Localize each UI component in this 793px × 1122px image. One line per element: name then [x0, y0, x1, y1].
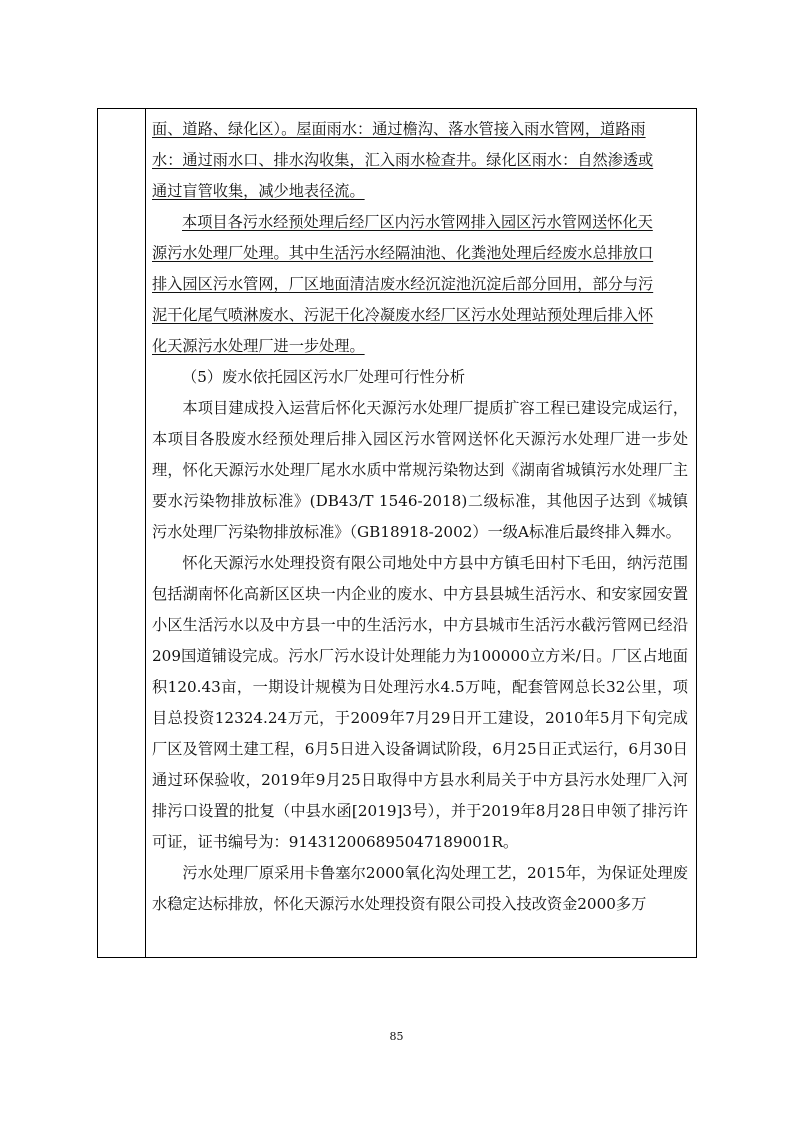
page-number: 85 — [389, 1030, 404, 1043]
table-content-cell — [152, 114, 688, 920]
table-column-divider — [145, 108, 146, 958]
wastewater-routing-paragraph — [152, 207, 688, 362]
text-line: 水：通过雨水口、排水沟收集，汇入雨水检查井。绿化区雨水：自然渗透或 — [152, 151, 654, 169]
text-line: 排入园区污水管网，厂区地面清洁废水经沉淀池沉淀后部分回用，部分与污 — [152, 275, 654, 293]
text-line: 源污水处理厂处理。其中生活污水经隔油池、化粪池处理后经废水总排放口 — [152, 244, 654, 262]
process-paragraph: 污水处理厂原采用卡鲁塞尔2000氧化沟处理工艺，2015年，为保证处理废水稳定达标排放，怀化天源污水处理投资有限公司投入技改资金2000多万 — [152, 864, 688, 913]
feasibility-paragraph: 本项目建成投入运营后怀化天源污水处理厂提质扩容工程已建设完成运行，本项目各股废水经预处理后排入园区污水管网送怀化天源污水处理厂进一步处理，怀化天源污水处理厂尾水水质中常规污染物达到《湖南省城镇污水处理厂主要水污染物排放标准》(DB43/T 1546-2018)二级标准，其他因子达到《城镇污水处理厂污染物排放标准》（GB18918-2002）一级A标准后最终排入舞水。 — [152, 399, 688, 541]
text-line: 化天源污水处理厂进一步处理。 — [152, 337, 365, 355]
text-line: 本项目各污水经预处理后经厂区内污水管网排入园区污水管网送怀化天 — [182, 213, 653, 231]
text-line: 泥干化尾气喷淋废水、污泥干化冷凝废水经厂区污水处理站预处理后排入怀 — [152, 306, 654, 324]
rainwater-paragraph — [152, 114, 688, 207]
plant-description-paragraph: 怀化天源污水处理投资有限公司地处中方县中方镇毛田村下毛田，纳污范围包括湖南怀化高新区区块一内企业的废水、中方县县城生活污水、和安家园安置小区生活污水以及中方县一中的生活污水，中方县城市生活污水截污管网已经沿209国道铺设完成。污水厂污水设计处理能力为100000立方米/日。厂区占地面积120.43亩，一期设计规模为日处理污水4.5万吨，配套管网总长32公里，项目总投资12324.24万元，于2009年7月29日开工建设，2010年5月下旬完成厂区及管网土建工程，6月5日进入设备调试阶段，6月25日正式运行，6月30日通过环保验收，2019年9月25日取得中方县水利局关于中方县污水处理厂入河排污口设置的批复（中县水函[2019]3号），并于2019年8月28日申领了排污许可证，证书编号为：91431200689504718​9001R。 — [152, 554, 688, 851]
section-heading-5: （5）废水依托园区污水厂处理可行性分析 — [182, 368, 466, 386]
text-line: 面、道路、绿化区）。屋面雨水：通过檐沟、落水管接入雨水管网，道路雨 — [152, 120, 646, 138]
text-line: 通过盲管收集，减少地表径流。 — [152, 182, 365, 200]
